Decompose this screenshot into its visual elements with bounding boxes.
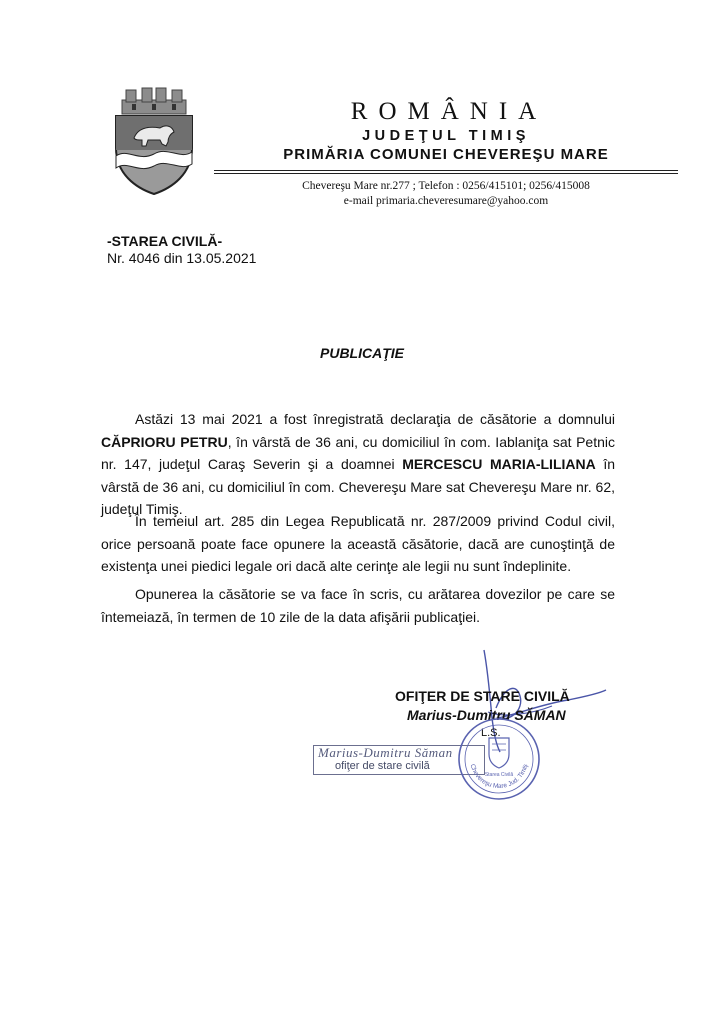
signatory-role: OFIŢER DE STARE CIVILĂ <box>395 688 570 704</box>
name-stamp-title: ofiţer de stare civilă <box>335 760 430 772</box>
header-divider <box>214 173 678 174</box>
seal-ring-text: Chevereşu Mare Jud. Timiş <box>468 763 530 791</box>
signatory-name: Marius-Dumitru SĂMAN <box>407 707 566 723</box>
groom-name: CĂPRIORU PETRU <box>101 433 228 450</box>
seal-center-text: Starea Civilă <box>484 772 514 778</box>
paragraph-declaration <box>101 408 615 521</box>
department-label: -STAREA CIVILĂ- <box>107 233 223 249</box>
county-title: JUDEŢUL TIMIŞ <box>362 128 530 144</box>
coat-of-arms-icon <box>108 86 200 196</box>
p3-text: Opunerea la căsătorie se va face în scris, cu arătarea dovezilor pe care se întemeiază, în termen de 10 zile de la data afişării publicaţiei. <box>101 586 615 625</box>
paragraph-opposition <box>101 583 615 628</box>
p1-seg: Astăzi 13 mai 2021 a fost înregistrată declaraţia de căsătorie a domnului <box>135 411 615 427</box>
name-stamp-text: Marius-Dumitru Săman <box>318 745 453 760</box>
paragraph-legal-basis <box>101 510 615 578</box>
p1-seg: în vârstă de 36 ani, cu domiciliul în com. Chevereşu Mare sat Chevereşu Mare nr. 62, judeţul Timiş. <box>101 456 616 517</box>
header-divider <box>214 170 678 171</box>
p1-seg: , în vârstă de 36 ani, cu domiciliul în com. Iablaniţa sat Petnic nr. 147, judeţul Caraş Severin şi a doamnei <box>101 433 615 472</box>
document-title: PUBLICAŢIE <box>320 345 404 361</box>
email-line: e-mail primaria.cheveresumare@yahoo.com <box>343 195 549 207</box>
contact-line: Chevereşu Mare nr.277 ; Telefon : 0256/415101; 0256/415008 <box>302 180 590 192</box>
town-hall-title: PRIMĂRIA COMUNEI CHEVEREŞU MARE <box>283 146 609 163</box>
registration-number: Nr. 4046 din 13.05.2021 <box>107 250 257 266</box>
locus-sigilli: L.S. <box>481 727 501 739</box>
round-seal-icon <box>456 716 542 802</box>
bride-name: MERCESCU MARIA-LILIANA <box>402 456 596 472</box>
country-title: ROMÂNIA <box>350 98 548 125</box>
p2-text: În temeiul art. 285 din Legea Republicată nr. 287/2009 privind Codul civil, orice persoană poate face opunere la această căsătorie, dacă are cunoştinţă de existenţa unei piedici legale ori dacă alte cerinţe ale legii nu sunt îndeplinite. <box>101 513 615 574</box>
